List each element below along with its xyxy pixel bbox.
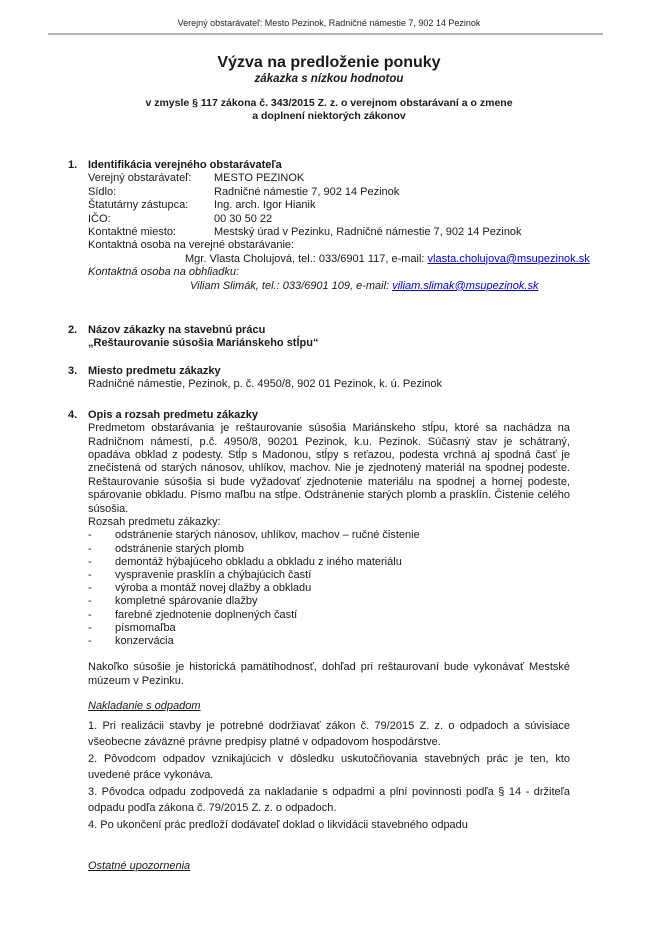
waste-item: 1. Pri realizácii stavby je potrebné dodržiavať zákon č. 79/2015 Z. z. o odpadoch a súvisiace všeobecne záväzné právne predpisy platné v odpadovom hospodárstve. <box>88 720 570 748</box>
email-link-procurement[interactable]: vlasta.cholujova@msupezinok.sk <box>427 252 590 265</box>
section-4-heading: Opis a rozsah predmetu zákazky <box>88 408 258 421</box>
section-1-heading: Identifikácia verejného obstarávateľa <box>88 159 282 171</box>
document-subtitle: zákazka s nízkou hodnotou <box>254 73 404 85</box>
waste-item: 3. Pôvodca odpadu zodpovedá za nakladanie s odpadmi a plní povinnosti podľa § 14 - držiteľa odpadu podľa zákona č. 79/2015 Z. z. o odpadoch. <box>88 786 570 814</box>
waste-handling-heading: Nakladanie s odpadom <box>88 699 201 712</box>
header-divider <box>48 33 603 35</box>
museum-supervision-note: Nakoľko súsošie je historická pamätihodnosť, dohľad pri reštaurovaní bude vykonávať Mestské múzeum v Pezinku. <box>88 661 570 687</box>
scope-item: - odstránenie starých plomb <box>88 543 570 556</box>
email-link-inspection[interactable]: viliam.slimak@msupezinok.sk <box>392 279 539 292</box>
section-contract-name <box>68 324 570 351</box>
info-value: Ing. arch. Igor Hianik <box>214 199 316 212</box>
contact-inspection-text: Viliam Slimák, tel.: 033/6901 109, e-mail: <box>190 279 393 292</box>
document-header-line: Verejný obstarávateľ: Mesto Pezinok, Radničné námestie 7, 902 14 Pezinok <box>177 18 481 28</box>
section-4-number: 4. <box>68 408 78 421</box>
legal-line-1: v zmysle § 117 zákona č. 343/2015 Z. z. o verejnom obstarávaní a o zmene <box>145 97 513 109</box>
legal-reference <box>88 97 570 123</box>
document-title: Výzva na predloženie ponuky <box>217 54 441 71</box>
scope-list <box>88 529 570 648</box>
scope-item: - demontáž hýbajúceho obkladu a obkladu z iného materiálu <box>88 556 570 569</box>
description-paragraph: Predmetom obstarávania je reštaurovanie súsošia Mariánskeho stĺpu, ktoré sa nachádza na Radničnom námestí, p.č. 4950/8, 90201 Pezinok, k.u. Pezinok. Súčasný stav je schátraný, opadáva obklad z podesty. Stĺp s Madonou, stĺpy s reťazou, podesta vrchná aj spodná časť je znečistená od starých nánosov, uhlíkov, machov. Nie je zjednotený materiál na spodnej podeste. Reštaurovanie súsošia si bude vyžadovať zjednotenie materiálu na spodnej a hornej podeste, spárovanie obkladu. Písmo maľbu na stĺpe. Odstránenie starých plomb a prasklín. Čistenie celého súsošia. <box>88 422 570 515</box>
scope-item: - výroba a montáž novej dlažby a obkladu <box>88 582 570 595</box>
scope-item: - vyspravenie prasklín a chýbajúcich častí <box>88 569 570 582</box>
section-3-heading: Miesto predmetu zákazky <box>88 364 221 377</box>
info-label: IČO: <box>88 212 111 225</box>
info-row-address <box>88 186 570 199</box>
waste-handling-list <box>88 719 570 834</box>
waste-item: 2. Pôvodcom odpadov vznikajúcich v dôsledku uskutočňovania stavebných prác je ten, kto uvedené práce vykonáva. <box>88 753 570 781</box>
info-label: Sídlo: <box>88 185 117 198</box>
contact-procurement-label: Kontaktná osoba na verejné obstarávanie: <box>88 239 295 252</box>
info-label: Kontaktné miesto: <box>88 226 177 239</box>
info-value: MESTO PEZINOK <box>214 172 305 185</box>
contract-name-value: „Reštaurovanie súsošia Mariánskeho stĺpu“ <box>88 337 319 350</box>
info-row-authority <box>88 172 570 185</box>
info-value: Radničné námestie 7, 902 14 Pezinok <box>214 185 400 198</box>
section-3-number: 3. <box>68 364 78 377</box>
contact-procurement-text: Mgr. Vlasta Cholujová, tel.: 033/6901 117, e-mail: <box>185 252 428 265</box>
section-2-heading: Názov zákazky na stavebnú prácu <box>88 324 266 337</box>
scope-item: - písmomaľba <box>88 622 570 635</box>
legal-line-2: a doplnení niektorých zákonov <box>252 110 406 122</box>
info-value: 00 30 50 22 <box>214 212 273 225</box>
contact-inspection-label: Kontaktná osoba na obhliadku: <box>88 266 240 279</box>
scope-item: - odstránenie starých nánosov, uhlíkov, machov – ručné čistenie <box>88 529 570 542</box>
section-description <box>68 408 570 874</box>
info-label: Verejný obstarávateľ: <box>88 172 192 185</box>
info-row-representative <box>88 199 570 212</box>
info-value: Mestský úrad v Pezinku, Radničné námestie 7, 902 14 Pezinok <box>214 226 522 239</box>
scope-item: - konzervácia <box>88 635 570 648</box>
contact-procurement-line <box>185 252 590 266</box>
section-1-number: 1. <box>68 159 78 171</box>
section-identification <box>68 159 590 293</box>
other-notices-heading: Ostatné upozornenia <box>88 859 191 872</box>
section-place <box>68 364 570 392</box>
info-label: Štatutárny zástupca: <box>88 199 189 212</box>
scope-label: Rozsah predmetu zákazky: <box>88 515 221 528</box>
section-2-number: 2. <box>68 324 78 337</box>
scope-item: - farebné zjednotenie doplnených častí <box>88 609 570 622</box>
place-value: Radničné námestie, Pezinok, p. č. 4950/8, 902 01 Pezinok, k. ú. Pezinok <box>88 378 443 391</box>
waste-item: 4. Po ukončení prác predloží dodávateľ doklad o likvidácii stavebného odpadu <box>88 819 468 832</box>
scope-item: - kompletné spárovanie dlažby <box>88 595 570 608</box>
info-row-ico <box>88 213 570 226</box>
info-row-contact-place <box>88 226 570 239</box>
contact-inspection-line <box>190 280 570 293</box>
